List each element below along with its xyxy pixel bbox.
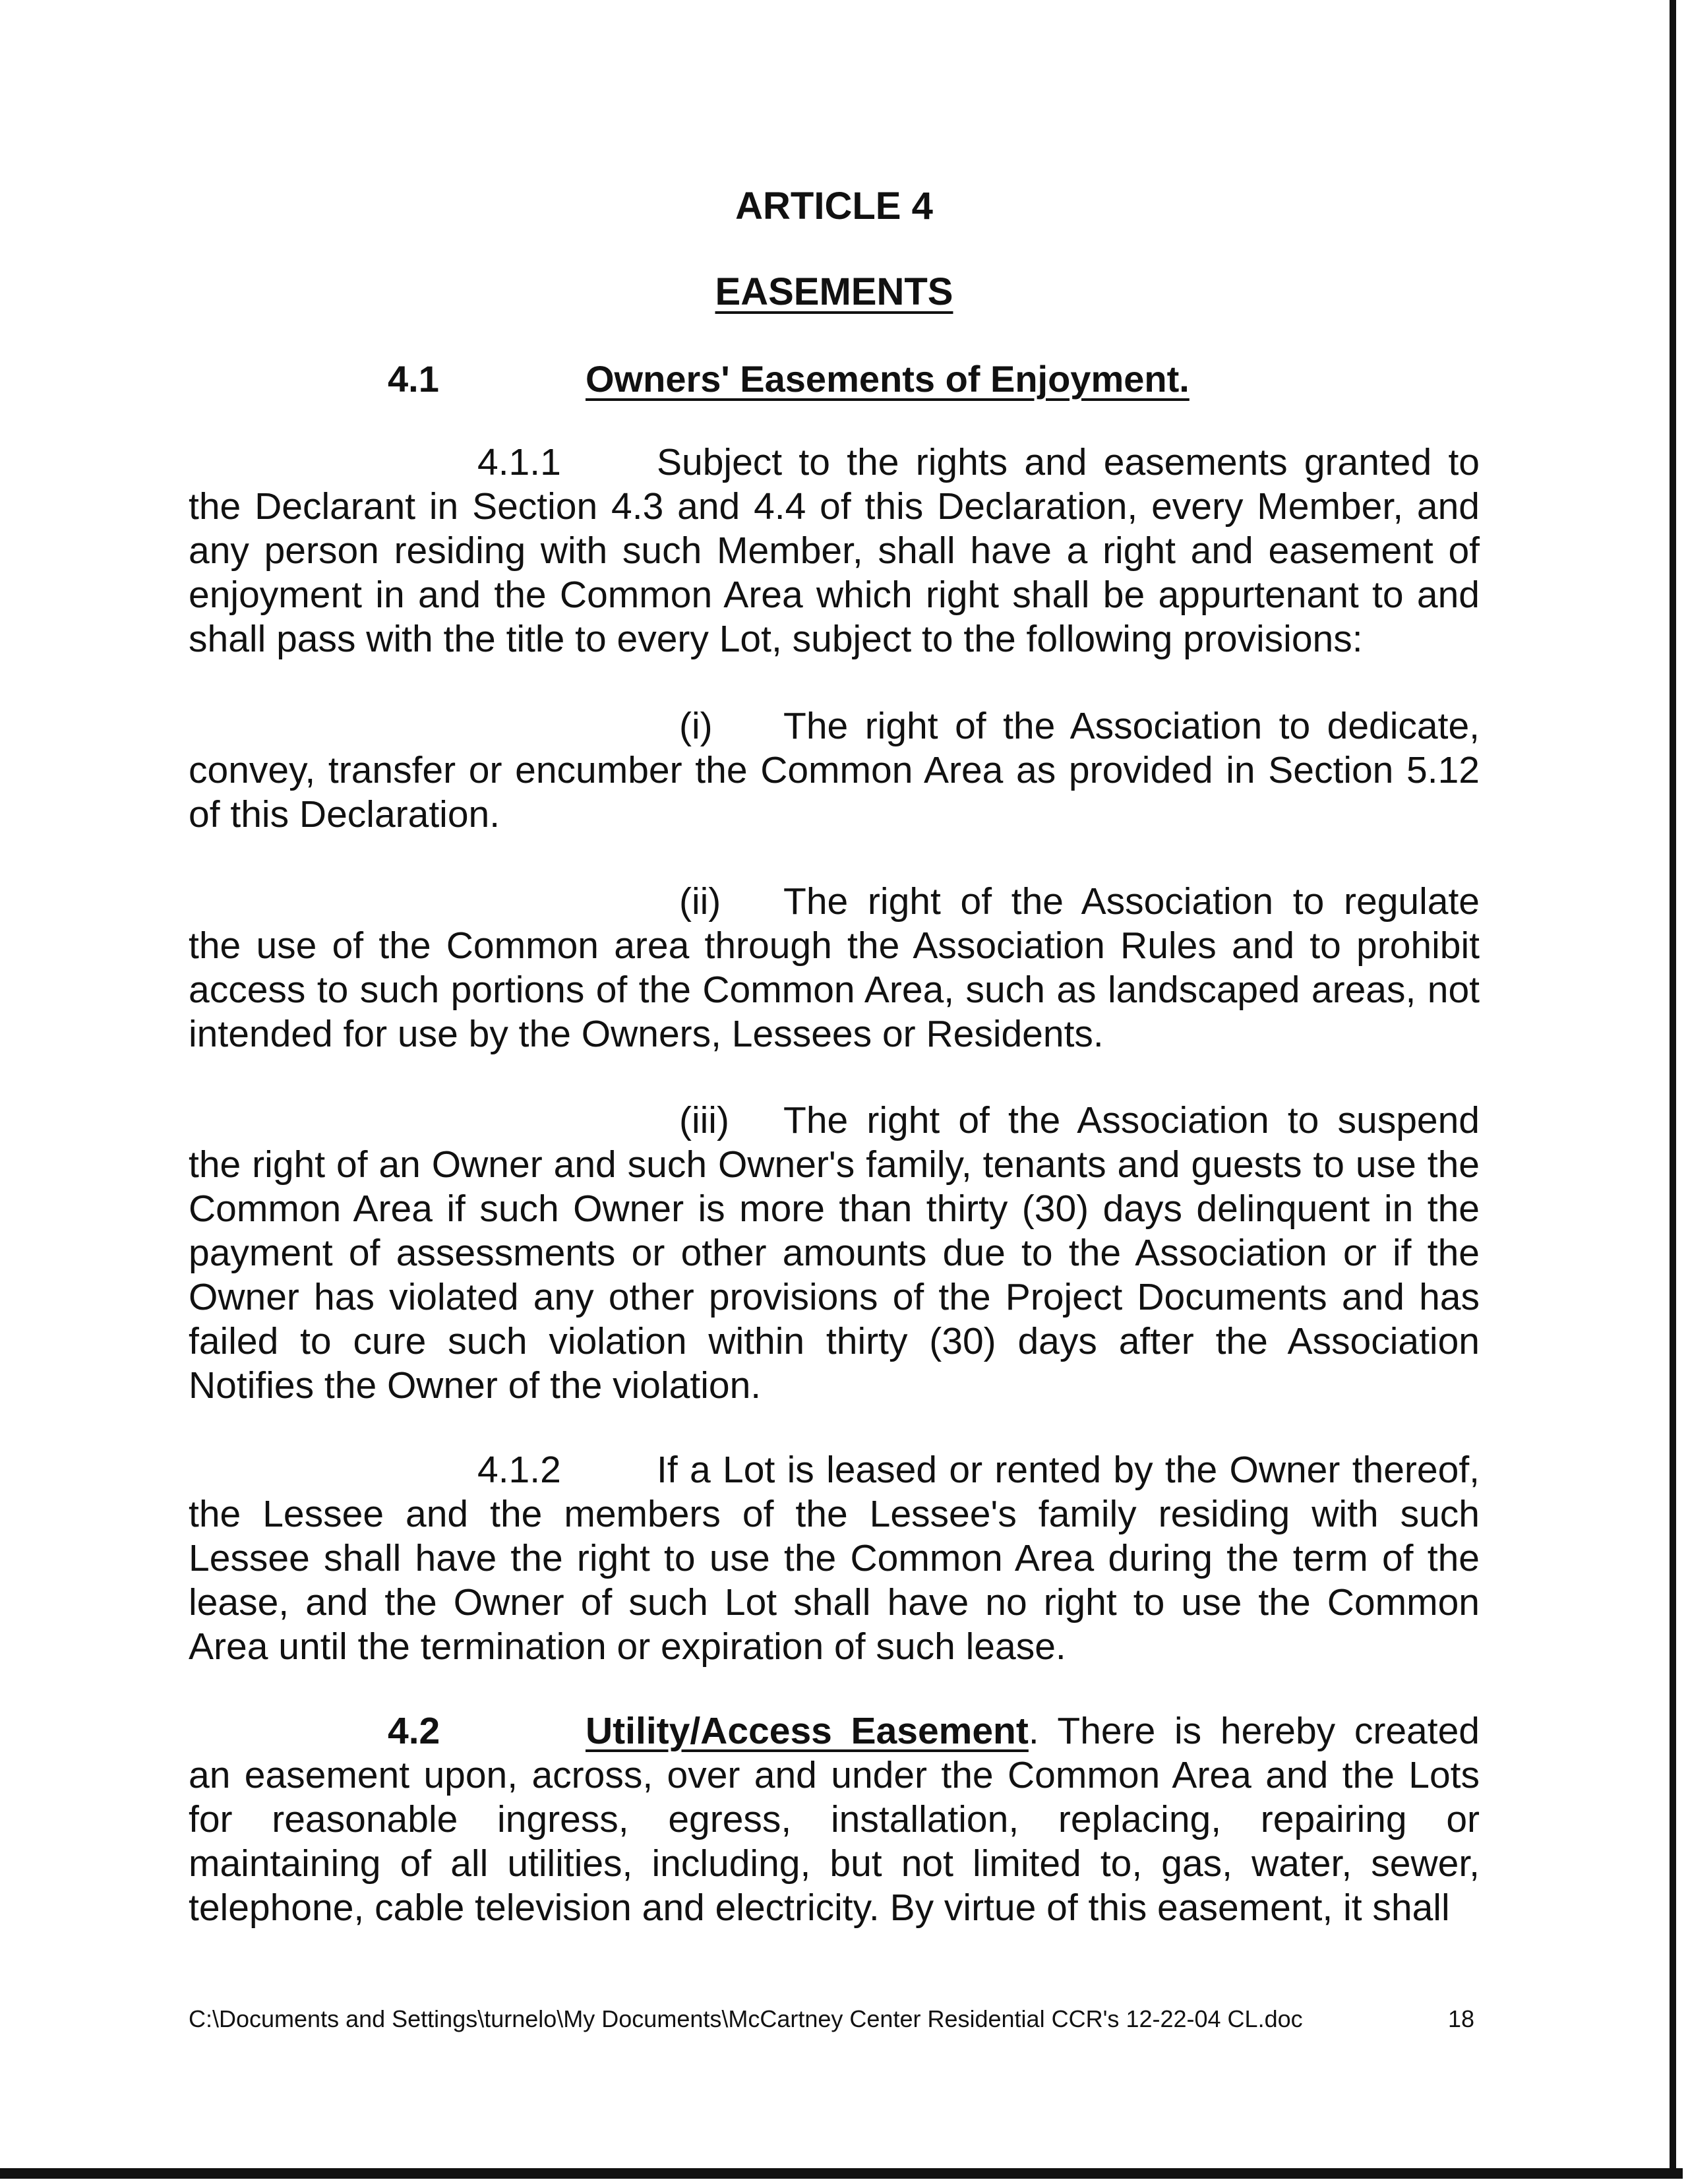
page-edge-bottom bbox=[0, 2168, 1683, 2179]
page-number: 18 bbox=[1448, 2005, 1475, 2032]
provision-ii bbox=[189, 880, 1480, 1056]
section-4-2-text: There is hereby created an easement upon, across, over and under the Common Area and the Lots for reasonable ingress, egress, installation, replacing, repairing or maintaining of all utilities, including, but not limited to, gas, water, sewer, telephone, cable television and electricity. By virtue of this easement, it shall bbox=[189, 1710, 1480, 1929]
paragraph-4-1-2-number: 4.1.2 bbox=[477, 1449, 561, 1491]
paragraph-4-1-1-text: Subject to the rights and easements granted to the Declarant in Section 4.3 and 4.4 of this Declaration, every Member, and any person residing with such Member, shall have a right and easement of enjoyment in and the Common Area which right shall be appurtenant to and shall pass with the title to every Lot, subject to the following provisions: bbox=[189, 441, 1480, 660]
provision-i-number: (i) bbox=[679, 705, 713, 747]
provision-iii bbox=[189, 1099, 1480, 1408]
footer-file-path: C:\Documents and Settings\turnelo\My Documents\McCartney Center Residential CCR's 12-22-04 CL.doc bbox=[189, 2005, 1303, 2032]
section-4-2-title: Utility/Access Easement bbox=[586, 1710, 1029, 1752]
provision-iii-text: The right of the Association to suspend the right of an Owner and such Owner's family, tenants and guests to use the Common Area if such Owner is more than thirty (30) days delinquent in the payment of assessments or other amounts due to the Association or if the Owner has violated any other provisions of the Project Documents and has failed to cure such violation within thirty (30) days after the Association Notifies the Owner of the violation. bbox=[189, 1099, 1480, 1407]
provision-iii-number: (iii) bbox=[679, 1099, 729, 1141]
provision-ii-number: (ii) bbox=[679, 880, 721, 923]
section-4-1-title: Owners' Easements of Enjoyment. bbox=[586, 358, 1190, 400]
provision-i bbox=[189, 704, 1480, 837]
article-subtitle: EASEMENTS bbox=[715, 270, 953, 313]
section-4-1-number: 4.1 bbox=[388, 358, 439, 400]
page-edge-right bbox=[1670, 0, 1676, 2169]
paragraph-4-1-1 bbox=[189, 440, 1480, 661]
article-title: ARTICLE 4 bbox=[735, 185, 933, 228]
provision-ii-text: The right of the Association to regulate the use of the Common area through the Association Rules and to prohibit access to such portions of the Common Area, such as landscaped areas, not intended for use by the Owners, Lessees or Residents. bbox=[189, 880, 1480, 1055]
provision-i-text: The right of the Association to dedicate, convey, transfer or encumber the Common Area as provided in Section 5.12 of this Declaration. bbox=[189, 705, 1480, 835]
paragraph-4-1-2-text: If a Lot is leased or rented by the Owner thereof, the Lessee and the members of the Lessee's family residing with such Lessee shall have the right to use the Common Area during the term of the lease, and the Owner of such Lot shall have no right to use the Common Area until the termination or expiration of such lease. bbox=[189, 1449, 1480, 1668]
section-4-2-title-punct: . bbox=[1028, 1710, 1039, 1752]
paragraph-4-1-2 bbox=[189, 1448, 1480, 1669]
section-4-2 bbox=[189, 1709, 1480, 1930]
paragraph-4-1-1-number: 4.1.1 bbox=[477, 441, 561, 483]
section-4-2-number: 4.2 bbox=[388, 1710, 440, 1752]
